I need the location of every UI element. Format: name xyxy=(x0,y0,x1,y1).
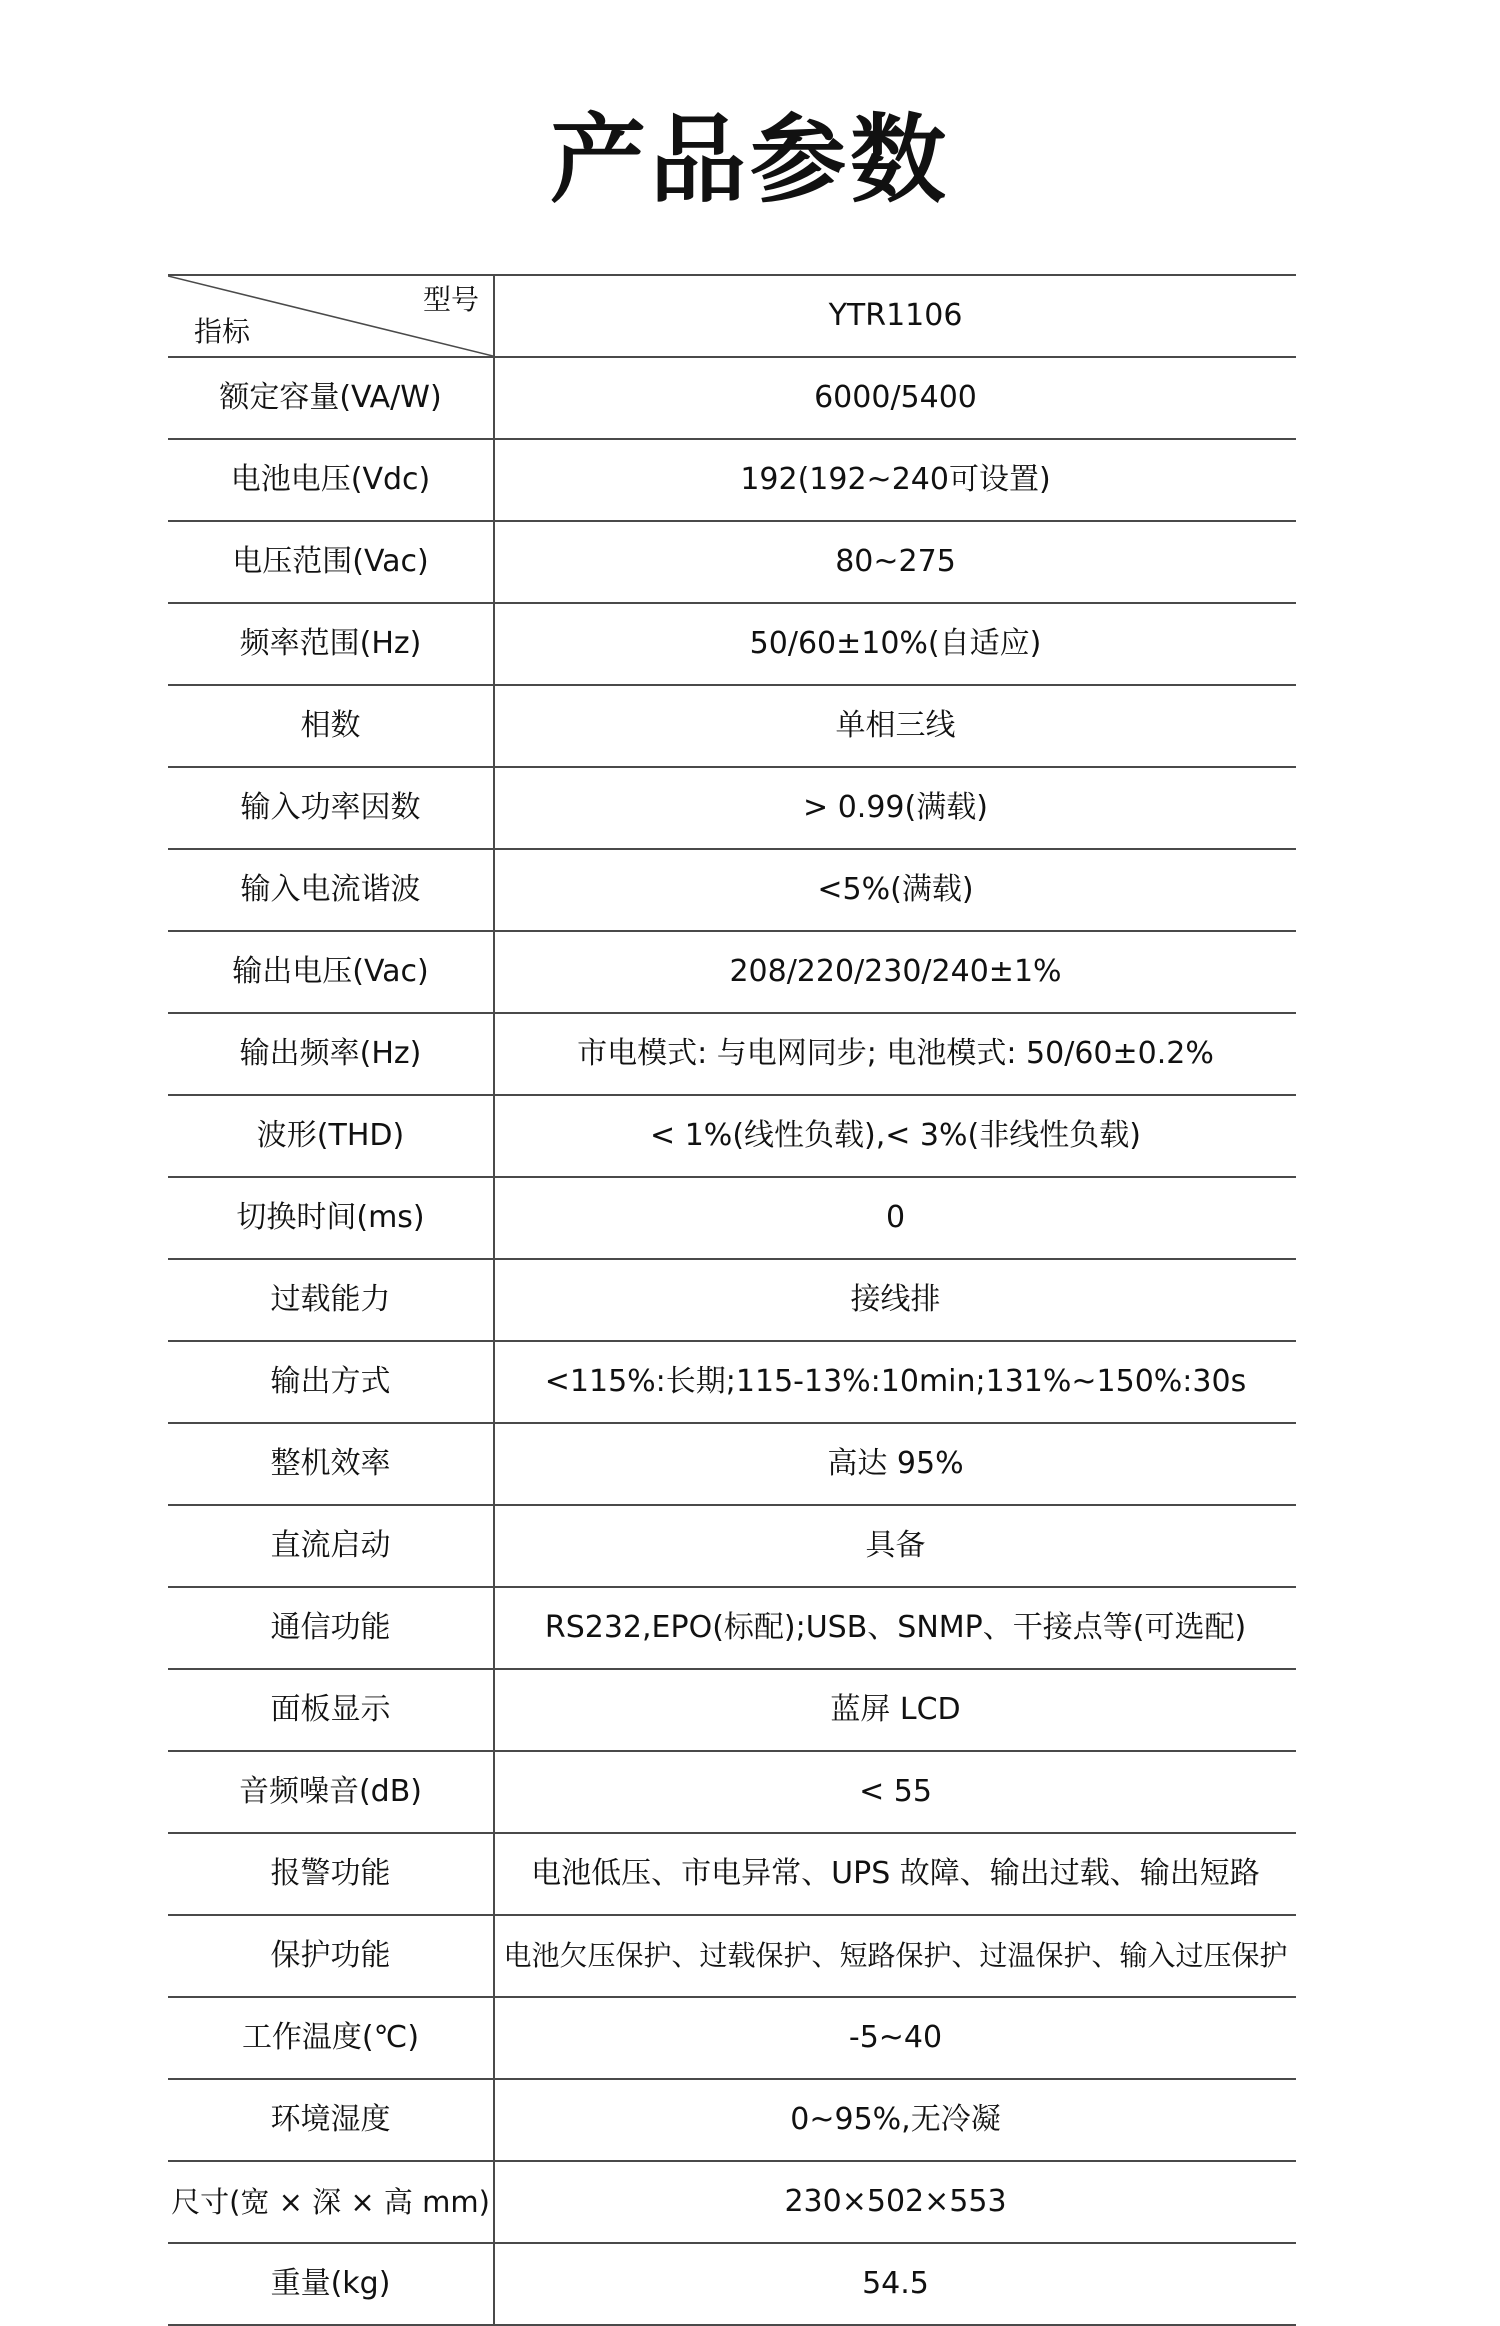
spec-label: 过载能力 xyxy=(168,1259,494,1341)
table-row xyxy=(168,1751,1296,1833)
spec-label: 相数 xyxy=(168,685,494,767)
spec-label: 电池电压(Vdc) xyxy=(168,439,494,521)
spec-value: 电池欠压保护、过载保护、短路保护、过温保护、输入过压保护 xyxy=(494,1915,1296,1997)
table-row xyxy=(168,603,1296,685)
table-row xyxy=(168,439,1296,521)
spec-label: 波形(THD) xyxy=(168,1095,494,1177)
spec-label: 面板显示 xyxy=(168,1669,494,1751)
table-row xyxy=(168,2079,1296,2161)
spec-label: 重量(kg) xyxy=(168,2243,494,2325)
spec-value: 高达 95% xyxy=(494,1423,1296,1505)
table-header-row xyxy=(168,275,1296,357)
table-row xyxy=(168,2161,1296,2243)
spec-label: 报警功能 xyxy=(168,1833,494,1915)
table-row xyxy=(168,685,1296,767)
table-row xyxy=(168,1587,1296,1669)
table-row xyxy=(168,2243,1296,2325)
spec-label: 切换时间(ms) xyxy=(168,1177,494,1259)
table-row xyxy=(168,1013,1296,1095)
spec-label: 音频噪音(dB) xyxy=(168,1751,494,1833)
spec-label: 整机效率 xyxy=(168,1423,494,1505)
spec-label: 环境湿度 xyxy=(168,2079,494,2161)
spec-value: 市电模式: 与电网同步; 电池模式: 50/60±0.2% xyxy=(494,1013,1296,1095)
table-row xyxy=(168,767,1296,849)
spec-value: 6000/5400 xyxy=(494,357,1296,439)
spec-label: 输出电压(Vac) xyxy=(168,931,494,1013)
table-row xyxy=(168,357,1296,439)
spec-value: > 0.99(满载) xyxy=(494,767,1296,849)
spec-value: 208/220/230/240±1% xyxy=(494,931,1296,1013)
spec-value: 192(192~240可设置) xyxy=(494,439,1296,521)
spec-label: 保护功能 xyxy=(168,1915,494,1997)
table-row xyxy=(168,1177,1296,1259)
spec-value: 0 xyxy=(494,1177,1296,1259)
table-row xyxy=(168,1997,1296,2079)
table-row xyxy=(168,931,1296,1013)
spec-value: 接线排 xyxy=(494,1259,1296,1341)
spec-table xyxy=(168,274,1296,2326)
spec-label: 工作温度(℃) xyxy=(168,1997,494,2079)
table-row xyxy=(168,1341,1296,1423)
spec-label: 频率范围(Hz) xyxy=(168,603,494,685)
spec-table-body xyxy=(168,275,1296,2325)
corner-header-cell xyxy=(168,275,494,357)
spec-value: 0~95%,无冷凝 xyxy=(494,2079,1296,2161)
spec-value: 230×502×553 xyxy=(494,2161,1296,2243)
spec-value: 电池低压、市电异常、UPS 故障、输出过载、输出短路 xyxy=(494,1833,1296,1915)
spec-value: -5~40 xyxy=(494,1997,1296,2079)
table-row xyxy=(168,1259,1296,1341)
table-row xyxy=(168,1505,1296,1587)
table-row xyxy=(168,1095,1296,1177)
model-name-cell: YTR1106 xyxy=(494,275,1296,357)
table-row xyxy=(168,1669,1296,1751)
spec-value: <115%:长期;115-13%:10min;131%~150%:30s xyxy=(494,1341,1296,1423)
table-row xyxy=(168,521,1296,603)
table-row xyxy=(168,1915,1296,1997)
spec-value: RS232,EPO(标配);USB、SNMP、干接点等(可选配) xyxy=(494,1587,1296,1669)
spec-label: 通信功能 xyxy=(168,1587,494,1669)
spec-label: 直流启动 xyxy=(168,1505,494,1587)
spec-label: 输入电流谐波 xyxy=(168,849,494,931)
spec-label: 输入功率因数 xyxy=(168,767,494,849)
spec-label: 额定容量(VA/W) xyxy=(168,357,494,439)
spec-value: < 1%(线性负载),< 3%(非线性负载) xyxy=(494,1095,1296,1177)
spec-value: 54.5 xyxy=(494,2243,1296,2325)
spec-value: 蓝屏 LCD xyxy=(494,1669,1296,1751)
table-row xyxy=(168,1423,1296,1505)
spec-label: 电压范围(Vac) xyxy=(168,521,494,603)
spec-value: <5%(满载) xyxy=(494,849,1296,931)
spec-value: 具备 xyxy=(494,1505,1296,1587)
corner-label-indicator: 指标 xyxy=(194,315,251,348)
spec-value: 80~275 xyxy=(494,521,1296,603)
spec-label: 尺寸(宽 × 深 × 高 mm) xyxy=(168,2161,494,2243)
spec-value: 50/60±10%(自适应) xyxy=(494,603,1296,685)
spec-value: < 55 xyxy=(494,1751,1296,1833)
spec-label: 输出方式 xyxy=(168,1341,494,1423)
table-row xyxy=(168,849,1296,931)
spec-label: 输出频率(Hz) xyxy=(168,1013,494,1095)
spec-value: 单相三线 xyxy=(494,685,1296,767)
page-title: 产品参数 xyxy=(550,104,950,216)
table-row xyxy=(168,1833,1296,1915)
corner-label-model: 型号 xyxy=(422,283,479,316)
